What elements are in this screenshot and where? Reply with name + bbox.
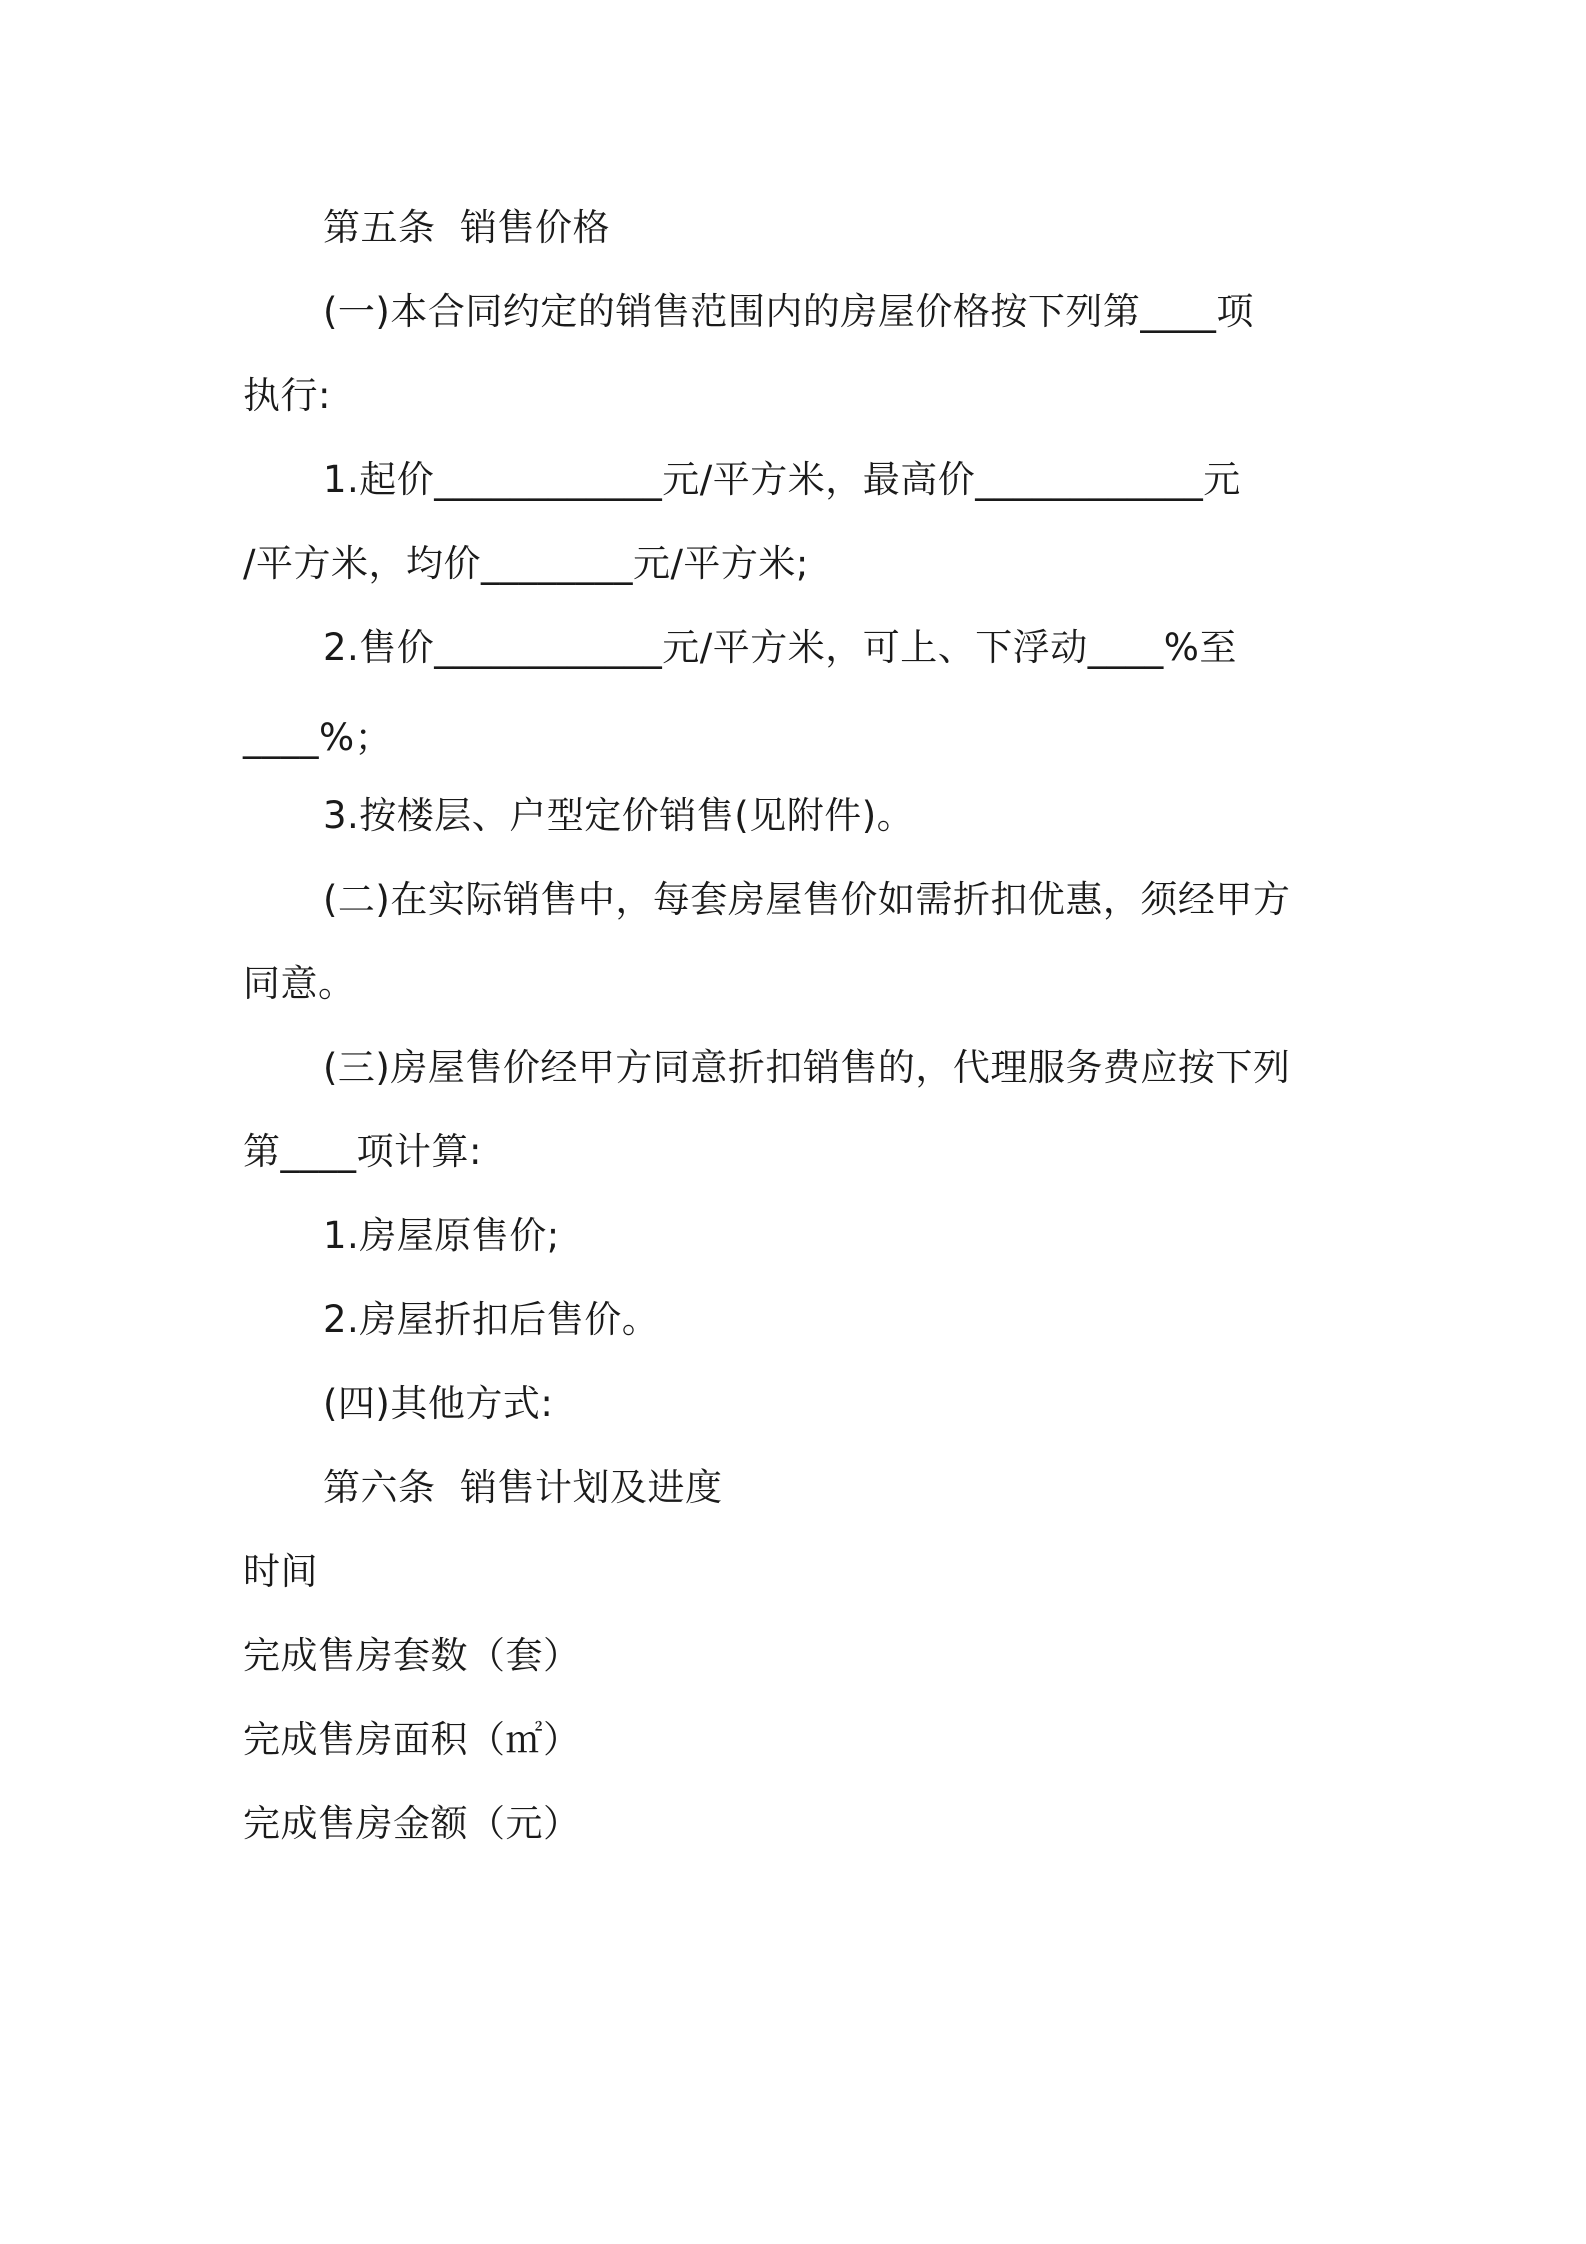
clause-2-text-cont: 同意。	[243, 962, 356, 1005]
schedule-units-label: 完成售房套数（套）	[243, 1634, 581, 1677]
clause-3-item-2: 2.房屋折扣后售价。	[323, 1298, 660, 1341]
article-5-heading: 第五条 销售价格	[323, 206, 611, 249]
item-2-sale-price: 2.售价____________元/平方米，可上、下浮动____%至	[323, 626, 1237, 669]
schedule-time-label: 时间	[243, 1550, 318, 1593]
item-3-floor-pricing: 3.按楼层、户型定价销售(见附件)。	[323, 794, 915, 837]
clause-4-text: (四)其他方式:	[323, 1382, 554, 1425]
clause-3-text-cont: 第____项计算:	[243, 1130, 482, 1173]
clause-1-text: (一)本合同约定的销售范围内的房屋价格按下列第____项	[323, 290, 1254, 333]
clause-2-text: (二)在实际销售中，每套房屋售价如需折扣优惠，须经甲方	[323, 878, 1291, 921]
schedule-amount-label: 完成售房金额（元）	[243, 1802, 581, 1845]
item-1-starting-price: 1.起价____________元/平方米，最高价____________元	[323, 458, 1241, 501]
item-1-starting-price-cont: /平方米，均价________元/平方米;	[243, 542, 809, 585]
clause-3-item-1: 1.房屋原售价;	[323, 1214, 560, 1257]
article-6-heading: 第六条 销售计划及进度	[323, 1466, 723, 1509]
clause-3-text: (三)房屋售价经甲方同意折扣销售的，代理服务费应按下列	[323, 1046, 1291, 1089]
schedule-area-label: 完成售房面积（㎡）	[243, 1718, 581, 1761]
item-2-sale-price-cont: ____%；	[243, 716, 393, 759]
clause-1-text-cont: 执行:	[243, 374, 331, 417]
